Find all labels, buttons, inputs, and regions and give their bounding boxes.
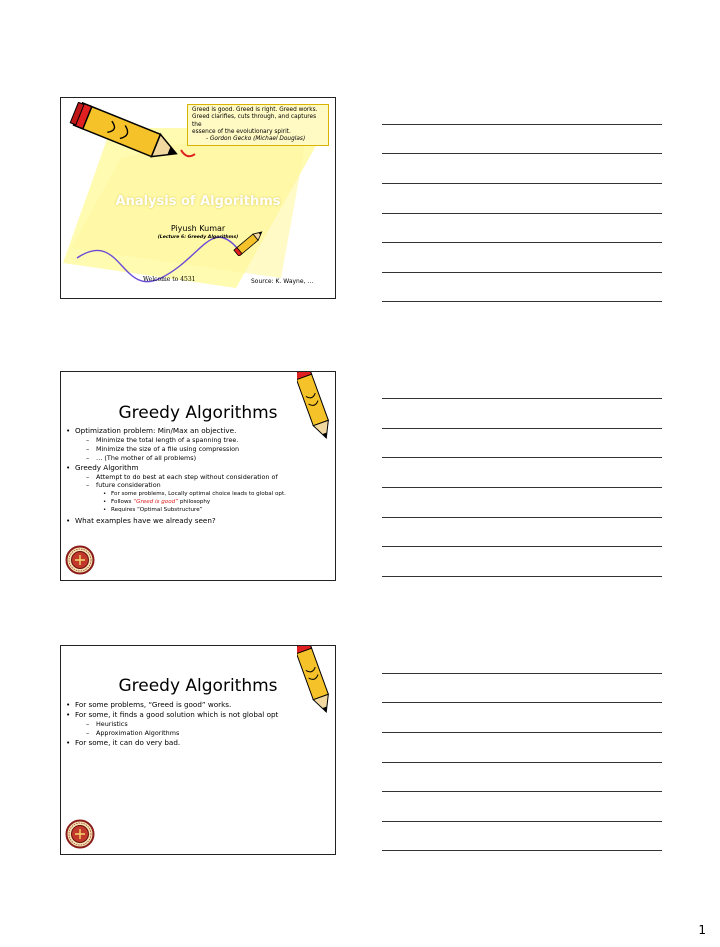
bullet: • For some, it can do very bad. xyxy=(63,738,331,748)
note-line xyxy=(382,850,662,851)
note-line xyxy=(382,457,662,458)
note-line xyxy=(382,183,662,184)
sub-bullet: – Attempt to do best at each step without consideration of xyxy=(63,473,331,482)
source-text: Source: K. Wayne, … xyxy=(251,278,314,285)
slide-1-title: Analysis of Algorithms xyxy=(115,194,281,209)
emphasis-text: “Greed is good” xyxy=(133,499,179,505)
bullet: • For some, it finds a good solution which is not global opt xyxy=(63,710,331,720)
note-line xyxy=(382,762,662,763)
bullet: • Greedy Algorithm xyxy=(63,463,331,473)
bullet: • What examples have we already seen? xyxy=(63,516,331,526)
quote-box xyxy=(187,104,329,146)
note-line xyxy=(382,398,662,399)
note-line xyxy=(382,301,662,302)
note-line xyxy=(382,517,662,518)
sub-sub-bullet xyxy=(63,498,331,506)
slide-3-bullets xyxy=(63,700,331,748)
note-line xyxy=(382,821,662,822)
bullet: • Optimization problem: Min/Max an objective. xyxy=(63,426,331,436)
slide-3 xyxy=(60,645,336,855)
note-line xyxy=(382,213,662,214)
sub-bullet: – … (The mother of all problems) xyxy=(63,454,331,463)
note-line xyxy=(382,428,662,429)
note-line xyxy=(382,791,662,792)
sub-bullet-continuation: – future consideration xyxy=(63,481,331,490)
sub-bullet: – Heuristics xyxy=(63,720,331,729)
slide-3-title: Greedy Algorithms xyxy=(118,676,278,696)
note-line xyxy=(382,702,662,703)
sub-bullet: – Minimize the total length of a spanning tree. xyxy=(63,436,331,445)
text-fragment: philosophy xyxy=(178,499,211,505)
slide-2-title: Greedy Algorithms xyxy=(118,403,278,423)
university-seal-logo xyxy=(65,545,95,575)
slide-1 xyxy=(60,97,336,299)
note-line xyxy=(382,673,662,674)
note-line xyxy=(382,732,662,733)
slide-2-bullets xyxy=(63,426,331,526)
quote-line: essence of the evolutionary spirit. xyxy=(192,128,291,135)
sub-sub-bullet: • For some problems, Locally optimal choice leads to global opt. xyxy=(63,490,331,498)
sub-bullet: – Minimize the size of a file using compression xyxy=(63,445,331,454)
author-name: Piyush Kumar xyxy=(170,224,226,233)
welcome-text: Welcome to 4531 xyxy=(143,276,196,283)
text-fragment: Follows xyxy=(111,499,134,505)
note-line xyxy=(382,242,662,243)
note-line xyxy=(382,576,662,577)
bullet: • For some problems, “Greed is good” works. xyxy=(63,700,331,710)
note-line xyxy=(382,487,662,488)
note-line xyxy=(382,272,662,273)
sub-bullet: – Approximation Algorithms xyxy=(63,729,331,738)
sub-sub-bullet: • Requires “Optimal Substructure” xyxy=(63,506,331,514)
quote-attribution: - Gordon Gecko (Michael Douglas) xyxy=(206,136,306,143)
quote-line: Greed is good. Greed is right. Greed works. xyxy=(192,107,318,113)
lecture-subtitle: (Lecture 6: Greedy Algorithms) xyxy=(157,235,239,240)
page-number: 1 xyxy=(698,923,706,937)
note-line xyxy=(382,153,662,154)
university-seal-logo xyxy=(65,819,95,849)
quote-line: Greed clarifies, cuts through, and captures the xyxy=(192,114,317,128)
note-line xyxy=(382,546,662,547)
note-line xyxy=(382,124,662,125)
slide-2 xyxy=(60,371,336,581)
